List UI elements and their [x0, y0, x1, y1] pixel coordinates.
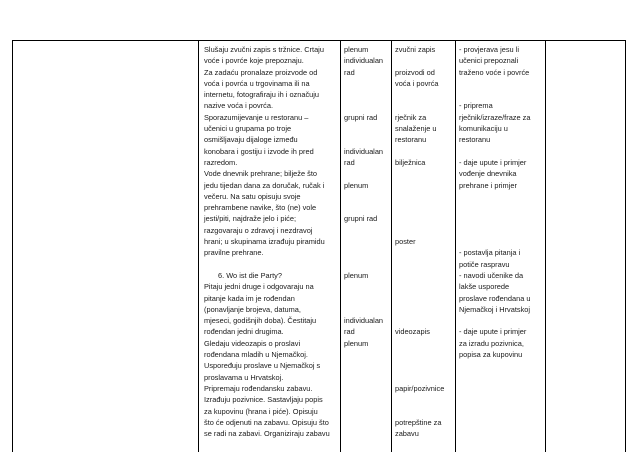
text-line: komunikaciju u — [459, 124, 508, 134]
text-line — [395, 180, 451, 191]
text-line — [395, 202, 451, 213]
text-line: se radi na zabavi. Organiziraju zabavu — [204, 429, 330, 439]
text-line: proizvodi od — [395, 67, 435, 77]
text-line — [459, 89, 543, 100]
text-line: grupni rad — [344, 112, 378, 122]
text-line — [395, 259, 451, 270]
text-line: snalaženje u — [395, 124, 437, 134]
text-line: jesti/piti, najdraže jelo i piće; — [204, 214, 297, 224]
text-line — [395, 394, 451, 405]
text-line: restoranu — [395, 135, 427, 145]
text-line — [395, 225, 451, 236]
text-line: Vode dnevnik prehrane; bilježe što — [204, 169, 317, 179]
text-line — [395, 281, 451, 292]
text-line: - daje upute i primjer — [459, 327, 527, 337]
text-line — [344, 89, 386, 100]
column-divider — [625, 40, 626, 452]
text-line — [395, 55, 451, 66]
text-line: plenum — [344, 338, 369, 348]
text-line: grupni rad — [344, 214, 378, 224]
text-line: potrepštine za — [395, 417, 442, 427]
text-line: Gledaju videozapis o proslavi — [204, 338, 301, 348]
text-line: hrani; u skupinama izrađuju piramidu — [204, 237, 325, 247]
text-line: proslavama u Hrvatskoj. — [204, 372, 284, 382]
text-line: Sporazumijevanje u restoranu – — [204, 112, 309, 122]
text-line: jedu tijedan dana za doručak, ručak i — [204, 180, 325, 190]
text-line — [344, 304, 386, 315]
text-line: osmišljavaju dijaloge između — [204, 135, 298, 145]
text-line: traženo voće i povrće — [459, 67, 530, 77]
text-line: zabavu — [395, 429, 419, 439]
text-line: rad — [344, 327, 355, 337]
text-line: Njemačkoj i Hrvatskoj — [459, 304, 531, 314]
text-line: rođendan jedni drugima. — [204, 327, 284, 337]
text-line: razredom. — [204, 157, 238, 167]
text-line: internetu, fotografiraju ih i označuju — [204, 90, 320, 100]
text-line — [459, 236, 543, 247]
section-heading: 6. Wo ist die Party? — [218, 270, 282, 280]
text-line — [395, 349, 451, 360]
text-line: Pitaju jedni druge i odgovaraju na — [204, 282, 314, 292]
text-line: voća i povrća — [395, 78, 439, 88]
column-divider — [391, 40, 392, 452]
text-line: individualan — [344, 316, 384, 326]
text-line — [459, 213, 543, 224]
text-line — [344, 191, 386, 202]
text-line — [344, 281, 386, 292]
column-divider — [198, 40, 199, 452]
text-line: što će odjenuti na zabavu. Opisuju što — [204, 417, 329, 427]
resources-cell — [395, 44, 451, 439]
text-line: rječnik za — [395, 112, 427, 122]
text-line: voće i povrće koje prepoznaju. — [204, 56, 304, 66]
text-line: Slušaju zvučni zapis s tržnice. Crtaju — [204, 45, 324, 54]
text-line: plenum — [344, 270, 369, 280]
text-line: - priprema — [459, 101, 493, 111]
text-line: za izradu pozivnica, — [459, 338, 524, 348]
text-line — [459, 225, 543, 236]
text-line: konobara i gostiju i izvode ih pred — [204, 146, 314, 156]
text-line — [395, 372, 451, 383]
column-divider — [12, 40, 13, 452]
text-line: za kupovinu (hrana i piće). Opisuju — [204, 406, 318, 416]
text-line — [395, 293, 451, 304]
text-line: vođenje dnevnika — [459, 169, 517, 179]
text-line: zvučni zapis — [395, 45, 436, 54]
text-line: plenum — [344, 45, 369, 54]
text-line: rad — [344, 67, 355, 77]
text-line: Pripremaju rođendansku zabavu. — [204, 383, 313, 393]
column-divider — [340, 40, 341, 452]
text-line — [459, 202, 543, 213]
text-line — [395, 168, 451, 179]
text-line — [204, 259, 336, 270]
text-line: bilježnica — [395, 157, 426, 167]
text-line: papir/pozivnice — [395, 383, 445, 393]
text-line: pravilne prehrane. — [204, 248, 264, 258]
text-line: - daje upute i primjer — [459, 157, 527, 167]
text-line — [395, 406, 451, 417]
text-line: - navodi učenike da — [459, 270, 524, 280]
text-line — [344, 247, 386, 258]
text-line: individualan — [344, 146, 384, 156]
text-line — [395, 270, 451, 281]
column-divider — [455, 40, 456, 452]
text-line: potiče raspravu — [459, 259, 510, 269]
text-line — [344, 259, 386, 270]
text-line — [459, 191, 543, 202]
text-line — [395, 304, 451, 315]
text-line: poster — [395, 237, 416, 247]
text-line — [344, 168, 386, 179]
text-line: prehrane i primjer — [459, 180, 517, 190]
text-line: učenici u grupama po troje — [204, 124, 292, 134]
text-line — [459, 146, 543, 157]
text-line: popisa za kupovinu — [459, 350, 523, 360]
text-line: Izrađuju pozivnice. Sastavljaju popis — [204, 395, 323, 405]
assessment-cell — [459, 44, 543, 360]
work-forms-cell — [344, 44, 386, 349]
text-line — [395, 315, 451, 326]
text-line: voća i povrća u trgovinama ili na — [204, 78, 310, 88]
text-line — [395, 100, 451, 111]
text-line — [344, 293, 386, 304]
text-line: nazive voća i povrća. — [204, 101, 274, 111]
text-line: večeru. Na satu opisuju svoje — [204, 191, 301, 201]
text-line — [395, 247, 451, 258]
text-line: pitanje kada im je rođendan — [204, 293, 295, 303]
activities-cell — [204, 44, 336, 439]
text-line: mjeseci, godišnjih doba). Čestitaju — [204, 316, 317, 326]
text-line: videozapis — [395, 327, 430, 337]
text-line: rođendana mladih u Njemačkoj. — [204, 350, 308, 360]
text-line — [395, 338, 451, 349]
text-line: restoranu — [459, 135, 491, 145]
text-line: (ponavljanje brojeva, datuma, — [204, 304, 301, 314]
text-line — [395, 89, 451, 100]
text-line — [344, 123, 386, 134]
text-line — [395, 213, 451, 224]
text-line — [395, 360, 451, 371]
text-line — [344, 134, 386, 145]
text-line: rječnik/izraze/fraze za — [459, 112, 531, 122]
text-line — [395, 191, 451, 202]
text-line: individualan — [344, 56, 384, 66]
text-line — [459, 78, 543, 89]
text-line: - postavlja pitanja i — [459, 248, 521, 258]
text-line — [344, 100, 386, 111]
text-line: lakše usporede — [459, 282, 510, 292]
text-line: razgovaraju o zdravoj i nezdravoj — [204, 225, 313, 235]
text-line: plenum — [344, 180, 369, 190]
text-line: Uspoređuju proslave u Njemačkoj s — [204, 361, 321, 371]
text-line: prehrambene navike, što (ne) vole — [204, 203, 317, 213]
text-line — [344, 225, 386, 236]
text-line — [395, 146, 451, 157]
text-line: rad — [344, 157, 355, 167]
text-line: učenici prepoznali — [459, 56, 519, 66]
text-line — [344, 202, 386, 213]
column-divider — [545, 40, 546, 452]
text-line — [344, 78, 386, 89]
text-line: - provjerava jesu li — [459, 45, 519, 54]
text-line: Za zadaću pronalaze proizvode od — [204, 67, 318, 77]
text-line: proslave rođendana u — [459, 293, 531, 303]
text-line — [459, 315, 543, 326]
text-line — [344, 236, 386, 247]
